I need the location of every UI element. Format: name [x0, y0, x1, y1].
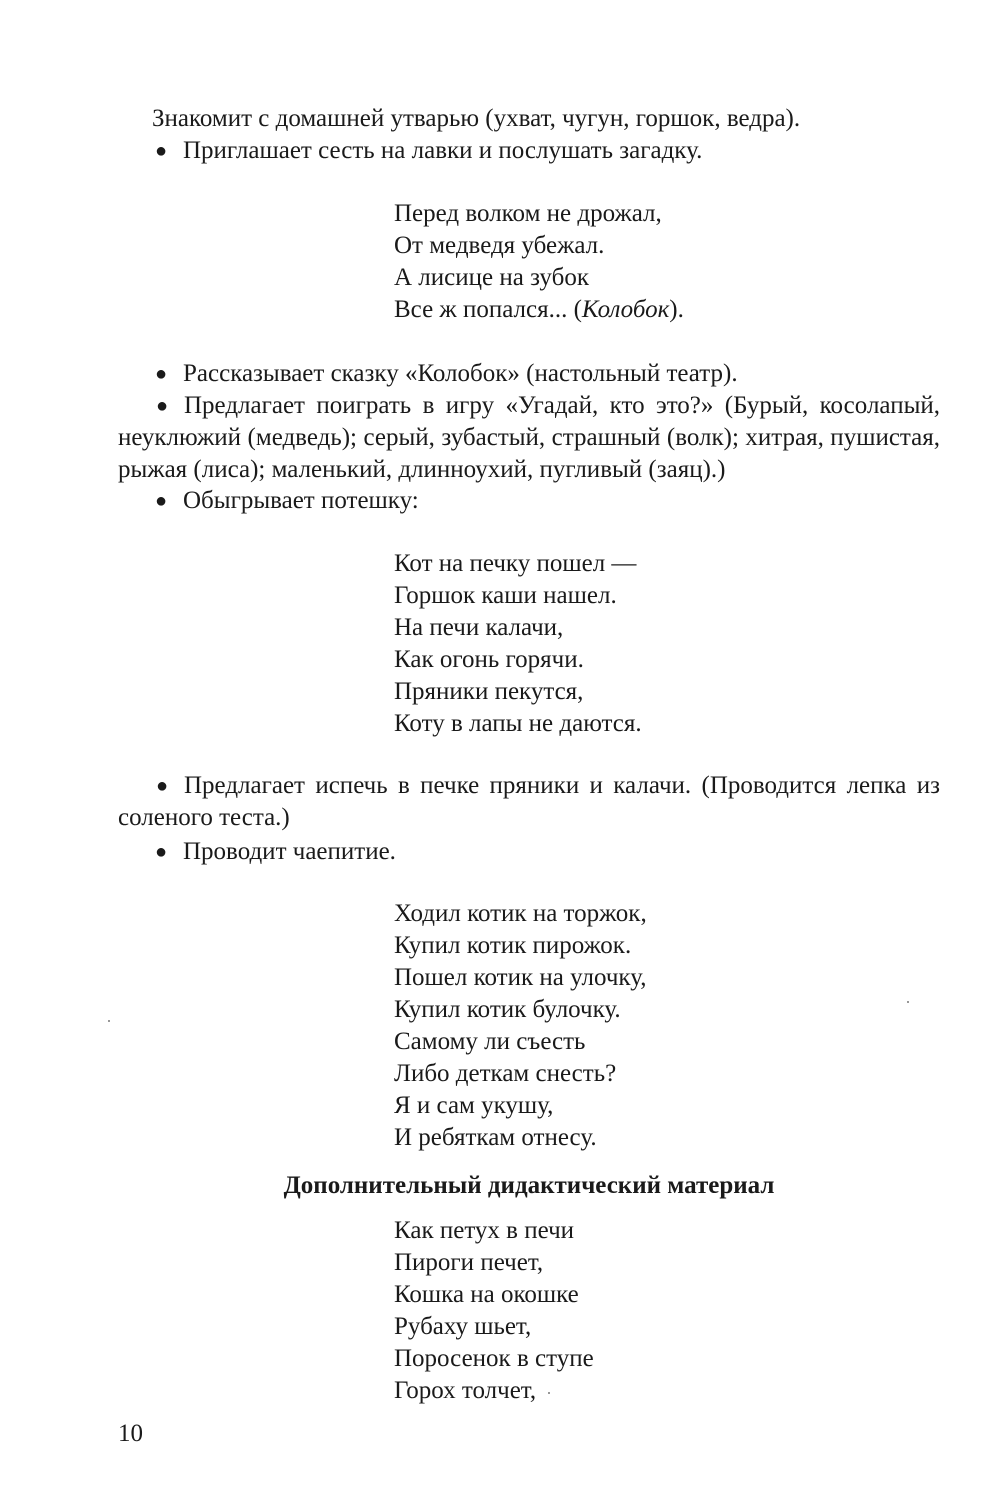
- verse-line: Как огонь горячи.: [394, 646, 584, 673]
- verse-line: Самому ли съесть: [394, 1028, 586, 1055]
- bullet-marker: ●: [156, 395, 169, 417]
- verse-line: Как петух в печи: [394, 1217, 575, 1244]
- bullet-marker: ●: [155, 841, 168, 863]
- bullet-nursery-text: Обыгрывает потешку:: [183, 487, 419, 514]
- verse-line: Я и сам укушу,: [394, 1092, 554, 1119]
- verse-line: Пряники пекутся,: [394, 678, 584, 705]
- bullet-tale-text: Рассказывает сказку «Колобок» (настольный театр).: [183, 360, 738, 387]
- bullet-marker: ●: [155, 363, 168, 385]
- bullet-marker: ●: [155, 490, 168, 512]
- verse-line: Ходил котик на торжок,: [394, 900, 647, 927]
- bullet-tea: [155, 836, 396, 868]
- cat-verse: [394, 898, 647, 1154]
- riddle-line: От медведя убежал.: [394, 232, 605, 259]
- section-heading: Дополнительный дидактический материал: [283, 1172, 775, 1199]
- verse-line: Пошел котик на улочку,: [394, 964, 647, 991]
- verse-line: Купил котик булочку.: [394, 996, 621, 1023]
- riddle-answer: Колобок: [581, 296, 670, 323]
- page-number: 10: [118, 1420, 143, 1447]
- riddle-line: А лисице на зубок: [394, 264, 589, 291]
- riddle-last-suffix: ).: [669, 296, 684, 323]
- intro-line: Знакомит с домашней утварью (ухват, чугун, горшок, ведра).: [152, 105, 801, 132]
- bullet-game-text: Предлагает поиграть в игру «Угадай, кто это?» (Бурый, косолапый, неуклюжий (медведь); серый, зубастый, страшный (волк); хитрая, пушистая, рыжая (лиса); маленький, длинноухий, пугливый (заяц).): [118, 392, 940, 483]
- scan-speck: [108, 1020, 110, 1022]
- verse-line: Кот на печку пошел —: [394, 550, 637, 577]
- nursery-rhyme-verse: [394, 548, 642, 740]
- bullet-invite-text: Приглашает сесть на лавки и послушать загадку.: [183, 137, 703, 164]
- scan-speck: [548, 1392, 550, 1394]
- verse-line: Коту в лапы не даются.: [394, 710, 642, 737]
- riddle-verse: [394, 198, 684, 326]
- bullet-marker: ●: [155, 140, 168, 162]
- bullet-nursery: [155, 485, 419, 517]
- verse-line: Горшок каши нашел.: [394, 582, 617, 609]
- bullet-tea-text: Проводит чаепитие.: [183, 838, 396, 865]
- verse-line: На печи калачи,: [394, 614, 564, 641]
- verse-line: Горох толчет,: [394, 1377, 537, 1404]
- verse-line: Либо деткам снесть?: [394, 1060, 617, 1087]
- bullet-marker: ●: [156, 775, 169, 797]
- bullet-tale: [155, 358, 738, 390]
- verse-line: И ребяткам отнесу.: [394, 1124, 597, 1151]
- verse-line: Купил котик пирожок.: [394, 932, 632, 959]
- verse-line: Кошка на окошке: [394, 1281, 579, 1308]
- riddle-line-last: [394, 294, 684, 326]
- bullet-game: [118, 390, 940, 486]
- rooster-verse: [394, 1215, 594, 1407]
- verse-line: Рубаху шьет,: [394, 1313, 532, 1340]
- scan-speck: [907, 1001, 909, 1003]
- riddle-line: Перед волком не дрожал,: [394, 200, 662, 227]
- bullet-baking-text: Предлагает испечь в печке пряники и калачи. (Проводится лепка из соленого теста.): [118, 772, 940, 831]
- bullet-invite: [155, 135, 702, 167]
- riddle-last-prefix: Все ж попался... (: [394, 296, 582, 323]
- verse-line: Поросенок в ступе: [394, 1345, 594, 1372]
- verse-line: Пироги печет,: [394, 1249, 544, 1276]
- bullet-baking: [118, 770, 940, 834]
